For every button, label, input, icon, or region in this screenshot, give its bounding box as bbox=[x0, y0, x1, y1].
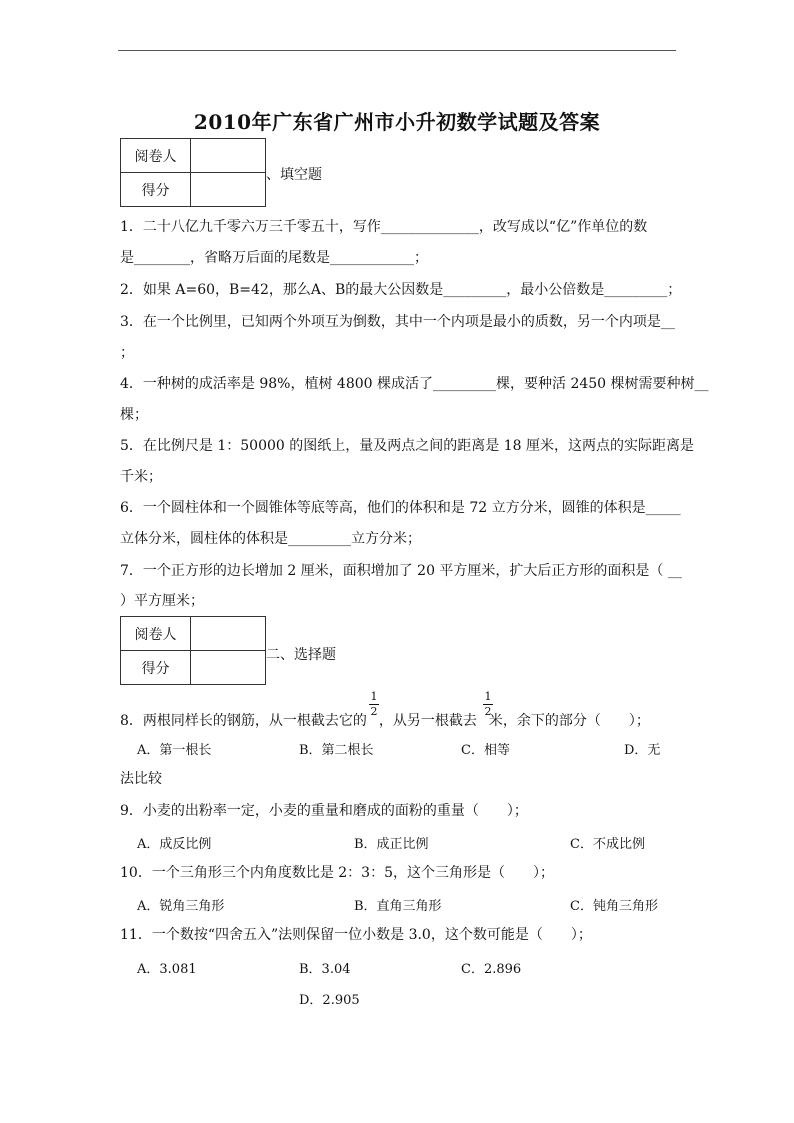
q9-option-b[interactable]: B．成正比例 bbox=[354, 837, 429, 852]
q9-option-a[interactable]: A．成反比例 bbox=[137, 837, 212, 852]
page-title: 2010年广东省广州市小升初数学试题及答案 bbox=[193, 110, 601, 134]
reviewer-label: 阅卷人 bbox=[121, 139, 191, 173]
q8-option-a[interactable]: A．第一根长 bbox=[137, 743, 212, 758]
score-cell[interactable] bbox=[191, 173, 266, 207]
q8-option-d[interactable]: D．无 bbox=[624, 743, 661, 758]
frac-den: 2 bbox=[484, 705, 492, 718]
question-9: 9．小麦的出粉率一定，小麦的重量和磨成的面粉的重量（ ）； bbox=[120, 803, 528, 819]
fill-line: 是________，省略万后面的尾数是____________； bbox=[120, 250, 428, 266]
q8-option-b[interactable]: B．第二根长 bbox=[299, 743, 374, 758]
fill-line: 1．二十八亿九千零六万三千零五十，写作______________，改写成以“亿”作单位的数 bbox=[120, 219, 648, 235]
fill-line: 立体分米，圆柱体的体积是_________立方分米； bbox=[120, 531, 421, 547]
grade-table-fill bbox=[120, 138, 266, 207]
q8-option-d-wrap: 法比较 bbox=[120, 771, 162, 787]
q10-option-c[interactable]: C．钝角三角形 bbox=[570, 899, 658, 914]
q11-option-b[interactable]: B．3.04 bbox=[299, 962, 351, 977]
reviewer-cell[interactable] bbox=[191, 139, 266, 173]
header-rule bbox=[118, 50, 676, 51]
score-cell[interactable] bbox=[191, 651, 266, 685]
fill-line: 棵； bbox=[120, 407, 148, 423]
fill-line: 4．一种树的成活率是 98%，植树 4800 棵成活了_________棵，要种活 2450 棵树需要种树__ bbox=[120, 376, 709, 392]
q8-text-2: ，从另一根截去 bbox=[378, 713, 477, 729]
fill-line: 2．如果 A=60，B=42，那么A、B的最大公因数是_________，最小公倍数是_________； bbox=[120, 282, 682, 298]
q11-option-a[interactable]: A．3.081 bbox=[137, 962, 197, 977]
fill-line: ）平方厘米； bbox=[120, 593, 204, 609]
reviewer-cell[interactable] bbox=[191, 617, 266, 651]
score-label: 得分 bbox=[121, 651, 191, 685]
q10-option-a[interactable]: A．锐角三角形 bbox=[137, 899, 225, 914]
reviewer-label: 阅卷人 bbox=[121, 617, 191, 651]
score-label: 得分 bbox=[121, 173, 191, 207]
q8-option-c[interactable]: C．相等 bbox=[461, 743, 510, 758]
fill-line: 千米； bbox=[120, 469, 162, 485]
fraction-one-half bbox=[483, 691, 493, 718]
grade-table-choice bbox=[120, 616, 266, 685]
fill-line: 7．一个正方形的边长增加 2 厘米，面积增加了 20 平方厘米，扩大后正方形的面积是（ __ bbox=[120, 563, 682, 579]
q9-option-c[interactable]: C．不成比例 bbox=[570, 837, 645, 852]
question-10: 10．一个三角形三个内角度数比是 2：3：5，这个三角形是（ ）； bbox=[120, 865, 554, 881]
q11-option-d[interactable]: D．2.905 bbox=[299, 993, 360, 1008]
frac-den: 2 bbox=[370, 705, 378, 718]
q10-option-b[interactable]: B．直角三角形 bbox=[354, 899, 442, 914]
question-11: 11．一个数按“四舍五入”法则保留一位小数是 3.0，这个数可能是（ ）； bbox=[120, 927, 592, 943]
fill-line: 3．在一个比例里，已知两个外项互为倒数，其中一个内项是最小的质数，另一个内项是__ bbox=[120, 314, 675, 330]
frac-num: 1 bbox=[370, 690, 378, 703]
frac-num: 1 bbox=[484, 690, 492, 703]
fill-line: ； bbox=[120, 345, 134, 361]
question-8 bbox=[120, 712, 650, 730]
fill-line: 6．一个圆柱体和一个圆锥体等底等高，他们的体积和是 72 立方分米，圆锥的体积是_____ bbox=[120, 500, 681, 516]
q8-text-1: 8．两根同样长的钢筋，从一根截去它的 bbox=[120, 713, 367, 729]
fill-line: 5．在比例尺是 1：50000 的图纸上，量及两点之间的距离是 18 厘米，这两点的实际距离是 bbox=[120, 438, 694, 454]
q11-option-c[interactable]: C．2.896 bbox=[461, 962, 522, 977]
q8-text-3: 米，余下的部分（ ）； bbox=[488, 713, 650, 729]
section-fill-heading: 、填空题 bbox=[266, 167, 322, 183]
section-choice-heading: 二、选择题 bbox=[266, 647, 336, 663]
fraction-one-half bbox=[369, 691, 379, 718]
